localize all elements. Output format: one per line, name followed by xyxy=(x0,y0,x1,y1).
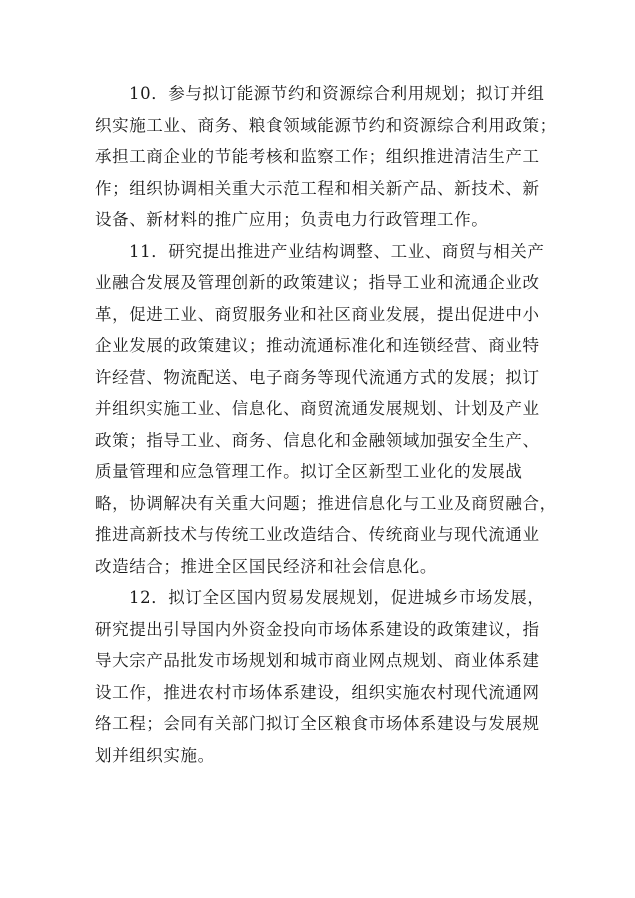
paragraph-line: 12．拟订全区国内贸易发展规划，促进城乡市场发展， xyxy=(129,588,545,607)
paragraph-line: 设备、新材料的推广应用；负责电力行政管理工作。 xyxy=(95,210,489,229)
paragraph-line: 革，促进工业、商贸服务业和社区商业发展，提出促进中小 xyxy=(95,304,540,324)
paragraph-line: 企业发展的政策建议；推动流通标准化和连锁经营、商业特 xyxy=(95,336,540,355)
paragraph-line: 略，协调解决有关重大问题；推进信息化与工业及商贸融合， xyxy=(95,493,557,513)
paragraph-line: 络工程；会同有关部门拟订全区粮食市场体系建设与发展规 xyxy=(95,714,540,733)
paragraph-line: 质量管理和应急管理工作。拟订全区新型工业化的发展战 xyxy=(95,462,523,481)
paragraph-line: 作；组织协调相关重大示范工程和相关新产品、新技术、新 xyxy=(95,178,540,198)
paragraph-line: 10．参与拟订能源节约和资源综合利用规划；拟订并组 xyxy=(129,84,545,103)
paragraph-line: 研究提出引导国内外资金投向市场体系建设的政策建议，指 xyxy=(95,619,540,639)
paragraph-line: 并组织实施工业、信息化、商贸流通发展规划、计划及产业 xyxy=(95,399,540,418)
paragraph-line: 业融合发展及管理创新的政策建议；指导工业和流通企业改 xyxy=(95,273,540,292)
document-body xyxy=(95,78,557,771)
paragraph-11 xyxy=(95,236,557,583)
paragraph-12 xyxy=(95,582,545,771)
paragraph-line: 导大宗产品批发市场规划和城市商业网点规划、商业体系建 xyxy=(95,651,540,670)
paragraph-line: 设工作，推进农村市场体系建设，组织实施农村现代流通网 xyxy=(95,682,540,702)
paragraph-line: 织实施工业、商务、粮食领域能源节约和资源综合利用政策； xyxy=(95,115,557,135)
paragraph-line: 许经营、物流配送、电子商务等现代流通方式的发展；拟订 xyxy=(95,367,540,387)
paragraph-line: 11．研究提出推进产业结构调整、工业、商贸与相关产 xyxy=(129,241,545,261)
paragraph-line: 改造结合；推进全区国民经济和社会信息化。 xyxy=(95,556,437,576)
paragraph-line: 政策；指导工业、商务、信息化和金融领域加强安全生产、 xyxy=(95,430,540,450)
paragraph-line: 推进高新技术与传统工业改造结合、传统商业与现代流通业 xyxy=(95,525,540,544)
paragraph-line: 承担工商企业的节能考核和监察工作；组织推进清洁生产工 xyxy=(95,147,540,166)
paragraph-line: 划并组织实施。 xyxy=(95,745,215,765)
paragraph-10 xyxy=(95,78,557,236)
